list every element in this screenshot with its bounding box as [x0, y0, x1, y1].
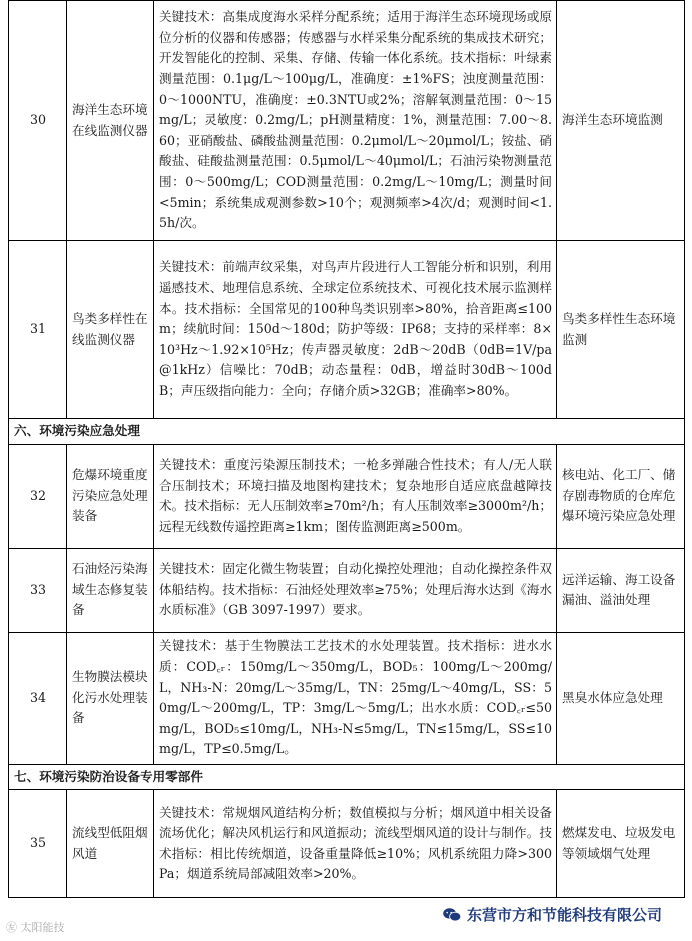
- wechat-icon: [442, 907, 462, 923]
- item-application: 远洋运输、海工设备漏油、溢油处理: [557, 548, 685, 632]
- item-application: 燃煤发电、垃圾发电等领域烟气处理: [557, 790, 685, 898]
- table-row: [9, 444, 685, 548]
- item-number: 34: [9, 632, 67, 764]
- item-number: 33: [9, 548, 67, 632]
- item-name: 流线型低阻烟风道: [67, 790, 154, 898]
- item-tech: 关键技术：常规烟风道结构分析；数值模拟与分析；烟风道中相关设备流场优化；解决风机运行和风道振动；流线型烟风道的设计与制作。技术指标：相比传统烟道，设备重量降低≥10%；风机系统阻力降>300Pa；烟道系统局部减阻效率>20%。: [154, 790, 557, 898]
- item-number: 32: [9, 444, 67, 548]
- item-number: 31: [9, 241, 67, 419]
- item-name: 生物膜法模块化污水处理装备: [67, 632, 154, 764]
- watermark-left: ㊧ 太阳能技: [6, 921, 65, 934]
- table-row: [9, 1, 685, 241]
- item-tech: 关键技术：前端声纹采集，对鸟声片段进行人工智能分析和识别，利用遥感技术、地理信息系统、全球定位系统技术、可视化技术展示监测样本。技术指标：全国常见的100种鸟类识别率>80%，拾音距离≤100m；续航时间：150d～180d；防护等级：IP68；支持的采样率：8×10³Hz～1.92×10⁵Hz；传声器灵敏度：2dB～20dB（0dB=1V/pa@1kHz）信噪比：70dB；动态量程：0dB，增益时30dB～100dB；声压级指向能力：全向；存储介质>32GB；准确率>80%。: [154, 241, 557, 419]
- item-application: 鸟类多样性生态环境监测: [557, 241, 685, 419]
- item-number: 35: [9, 790, 67, 898]
- item-application: 海洋生态环境监测: [557, 1, 685, 241]
- item-tech: 关键技术：固定化微生物装置；自动化操控处理池；自动化操控条件双体船结构。技术指标：石油烃处理效率≥75%；处理后海水达到《海水水质标准》（GB 3097-1997）要求。: [154, 548, 557, 632]
- table-row: [9, 790, 685, 898]
- section-row: [9, 764, 685, 790]
- item-number: 30: [9, 1, 67, 241]
- section-row: [9, 419, 685, 445]
- table-row: [9, 632, 685, 764]
- item-name: 鸟类多样性在线监测仪器: [67, 241, 154, 419]
- catalog-table: [8, 0, 685, 898]
- item-tech: 关键技术：基于生物膜法工艺技术的水处理装置。技术指标：进水水质：COD꜀ᵣ：150mg/L～350mg/L，BOD₅：100mg/L～200mg/L，NH₃-N：20mg/L～35mg/L，TN：25mg/L～40mg/L，SS：50mg/L～200mg/L，TP：3mg/L～5mg/L；出水水质：COD꜀ᵣ≤50mg/L，BOD₅≤10mg/L，NH₃-N≤5mg/L，TN≤15mg/L，SS≤10mg/L，TP≤0.5mg/L。: [154, 632, 557, 764]
- item-name: 海洋生态环境在线监测仪器: [67, 1, 154, 241]
- item-tech: 关键技术：重度污染源压制技术；一枪多弹融合性技术；有人/无人联合压制技术；环境扫描及地图构建技术；复杂地形自适应底盘越障技术。技术指标：无人压制效率≥70m²/h；有人压制效率≥3000m²/h；远程无线数传遥控距离≥1km；图传监测距离≥500m。: [154, 444, 557, 548]
- item-tech: 关键技术：高集成度海水采样分配系统；适用于海洋生态环境现场或原位分析的仪器和传感器；传感器与水样采集分配系统的集成技术研究；开发智能化的控制、采集、存储、传输一体化系统。技术指标：叶绿素测量范围：0.1μg/L～100μg/L，准确度：±1%FS；浊度测量范围：0～1000NTU，准确度：±0.3NTU或2%；溶解氧测量范围：0～15mg/L；灵敏度：0.2mg/L；pH测量精度：1%，测量范围：7.00～8.60；亚硝酸盐、磷酸盐测量范围：0.2μmol/L～20μmol/L；铵盐、硝酸盐、硅酸盐测量范围：0.5μmol/L～40μmol/L；石油污染物测量范围：0～500mg/L；COD测量范围：0.2mg/L～10mg/L；测量时间<5min；系统集成观测参数>10个；观测频率>4次/d；观测时间<1.5h/次。: [154, 1, 557, 241]
- item-name: 石油烃污染海域生态修复装备: [67, 548, 154, 632]
- item-application: 黑臭水体应急处理: [557, 632, 685, 764]
- item-application: 核电站、化工厂、储存剧毒物质的仓库危爆环境污染应急处理: [557, 444, 685, 548]
- table-row: [9, 548, 685, 632]
- table-row: [9, 241, 685, 419]
- watermark-brand: [438, 902, 666, 927]
- section-heading: 六、环境污染应急处理: [9, 419, 685, 445]
- section-heading: 七、环境污染防治设备专用零部件: [9, 764, 685, 790]
- item-name: 危爆环境重度污染应急处理装备: [67, 444, 154, 548]
- watermark-right: 东营市方和节能科技有限公司: [466, 906, 662, 924]
